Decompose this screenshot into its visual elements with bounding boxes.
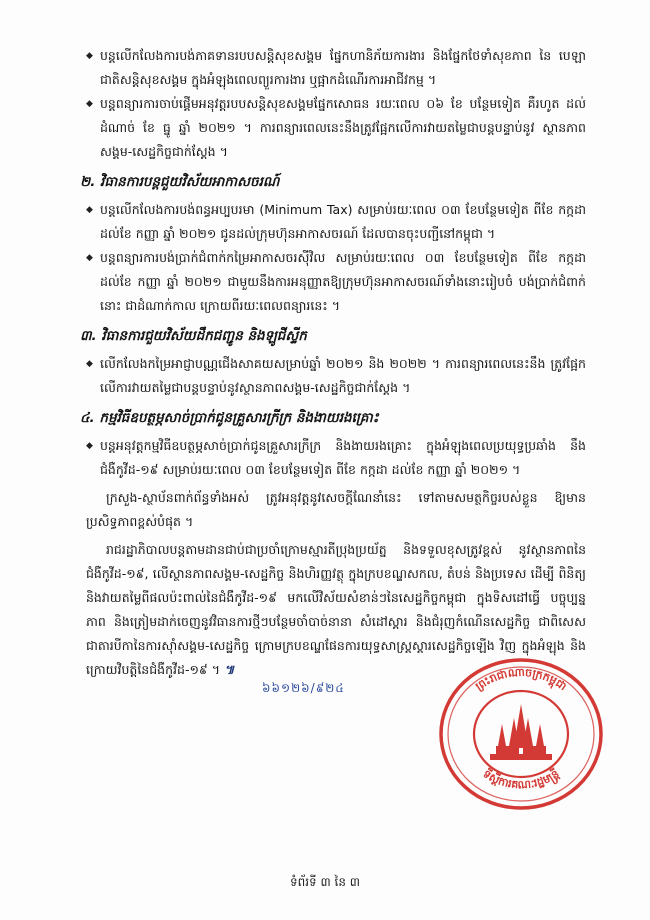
- closing-mark: ៕: [223, 662, 235, 677]
- paragraph-monitoring-text: រាជរដ្ឋាភិបាលបន្តតាមដានជាប់ជាប្រចាំក្រោមស្មារតីប្រុងប្រយ័ត្ន និងទទួលខុសត្រូវខ្ពស់ នូវស្ថានភាពនៃ ជំងឺកូវីដ-១៩, លើស្ថានភាពសង្គម-សេដ្ឋកិច្ច និងហិរញ្ញវត្ថុ ក្នុងក្របខណ្ឌសកល, តំបន់ និងប្រទេស ដើម្បី ពិនិត្យ និងវាយតម្លៃពីផលប៉ះពាល់នៃជំងឺកូវីដ-១៩ មកលើវិស័យសំខាន់ៗនៃសេដ្ឋកិច្ចកម្ពុជា ក្នុងទិសដៅធ្វើ បច្ចុប្បន្នភាព និងត្រៀមដាក់ចេញនូវវិធានការថ្មីៗបន្ថែមចាំបាច់នានា សំដៅស្តារ និងជំរុញកំណើនសេដ្ឋកិច្ច ជាពិសេសជាតារបីកានៃការស៊ាំសង្គម-សេដ្ឋកិច្ច ក្រោមក្របខណ្ឌផែនការយុទ្ធសាស្ត្រស្តារសេដ្ឋកិច្ចឡើង វិញ ក្នុងអំឡុង និងក្រោយវិបត្តិនៃជំងឺកូវីដ-១៩ ។: [86, 542, 586, 677]
- svg-text:ព្រះរាជាណាចក្រកម្ពុជា: [473, 666, 569, 694]
- seal-bottom-text: ទីស្ដីការគណៈរដ្ឋមន្ត្រី: [480, 767, 562, 792]
- bullet-cash-transfer: ◆ បន្តអនុវត្តកម្មវិធីឧបត្ថម្ភសាច់ប្រាក់ជូនគ្រួសារក្រីក្រ និងងាយរងគ្រោះ ក្នុងអំឡុងពេលប្រយុទ្ធប្រឆាំង នឹងជំងឺកូវីដ-១៩ សម្រាប់រយៈពេល ០៣ ខែបន្ថែមទៀត ពីខែ កក្កដា ដល់ខែ កញ្ញា ឆ្នាំ ២០២១ ។: [86, 434, 586, 482]
- document-body: [80, 44, 586, 682]
- section-transport: [80, 324, 586, 400]
- bullet-minimum-tax: ◆ បន្តលើកលែងការបង់ពន្ធអប្បបរមា (Minimum Tax) សម្រាប់រយៈពេល ០៣ ខែបន្ថែមទៀត ពីខែ កក្កដា ដល់ខែ កញ្ញា ឆ្នាំ ២០២១ ជូនដល់ក្រុមហ៊ុនអាកាសចរណ៍ ដែលបានចុះបញ្ជីនៅកម្ពុជា ។: [86, 198, 586, 246]
- paragraph-implementation: ក្រសួង-ស្ថាប័នពាក់ព័ន្ធទាំងអស់ ត្រូវអនុវត្តនូវសេចក្តីណែនាំនេះ ទៅតាមសមត្ថកិច្ចរបស់ខ្លួន ឱ្យមាន ប្រសិទ្ធភាពខ្ពស់បំផុត ។: [86, 490, 586, 529]
- heading-cash-transfer: ៤. កម្មវិធីឧបត្ថម្ភសាច់ប្រាក់ជូនគ្រួសារក្រីក្រ និងងាយរងគ្រោះ: [80, 410, 379, 426]
- angkor-temple-icon: [490, 704, 552, 760]
- official-seal-stamp: [436, 654, 606, 814]
- bullet-aviation-fees: ◆ បន្តពន្យារការបង់ប្រាក់ជំពាក់កម្រៃអាកាសចរស៊ីវិល សម្រាប់រយៈពេល ០៣ ខែបន្ថែមទៀត ពីខែ កក្កដា ដល់ខែ កញ្ញា ឆ្នាំ ២០២១ ជាមួយនឹងការអនុញ្ញាតឱ្យក្រុមហ៊ុនអាកាសចរណ៍ទាំងនោះរៀបចំ បង់ប្រាក់ជំពាក់នោះ ជាដំណាក់កាល ក្រោយពីរយៈពេលពន្យារនេះ ។: [86, 246, 586, 318]
- seal-top-text: ព្រះរាជាណាចក្រកម្ពុជា: [473, 665, 570, 694]
- section-aviation: [80, 170, 586, 318]
- bullet-social-security-exemption: ◆ បន្តលើកលែងការបង់ភាគទានរបបសន្តិសុខសង្គម ផ្នែកហានិភ័យការងារ និងផ្នែកថែទាំសុខភាព នៃ បេឡាជាតិសន្តិសុខសង្គម ក្នុងអំឡុងពេលព្យួរការងារ ឬផ្អាកដំណើរការអាជីវកម្ម ។: [86, 44, 586, 92]
- heading-aviation: ២. វិធានការបន្តជួយវិស័យអាកាសចរណ៍: [80, 174, 280, 190]
- page-number: ទំព័រទី ៣ នៃ ៣: [289, 875, 361, 889]
- heading-transport: ៣. វិធានការជួយវិស័យដឹកជញ្ជូន និងឡូជីស្ទីក: [80, 328, 307, 344]
- serial-number: ៦៦១២៦/៩២៤: [262, 681, 345, 695]
- bullet-customs-license: ◆ លើកលែងកម្រៃអាជ្ញាបណ្ណជើងសាគយសម្រាប់ឆ្នាំ ២០២១ និង ២០២២ ។ ការពន្យារពេលនេះនឹង ត្រូវផ្អែកលើការវាយតម្លៃជាបន្តបន្ទាប់នូវស្ថានភាពសង្គម-សេដ្ឋកិច្ចជាក់ស្តែង ។: [86, 352, 586, 400]
- svg-text:ទីស្ដីការគណៈរដ្ឋមន្ត្រី: [480, 766, 563, 791]
- section-continuation: [86, 44, 586, 164]
- section-cash-transfer: [80, 406, 586, 482]
- bullet-pension-delay: ◆ បន្តពន្យារការចាប់ផ្តើមអនុវត្តរបបសន្តិសុខសង្គមផ្នែកសោធន រយៈពេល ០៦ ខែ បន្ថែមទៀត គឺរហូត ដល់ដំណាច់ ខែ ធ្នូ ឆ្នាំ ២០២១ ។ ការពន្យារពេលនេះនឹងត្រូវផ្អែកលើការវាយតម្លៃជាបន្តបន្ទាប់នូវ ស្ថានភាពសង្គម-សេដ្ឋកិច្ចជាក់ស្តែង ។: [86, 92, 586, 164]
